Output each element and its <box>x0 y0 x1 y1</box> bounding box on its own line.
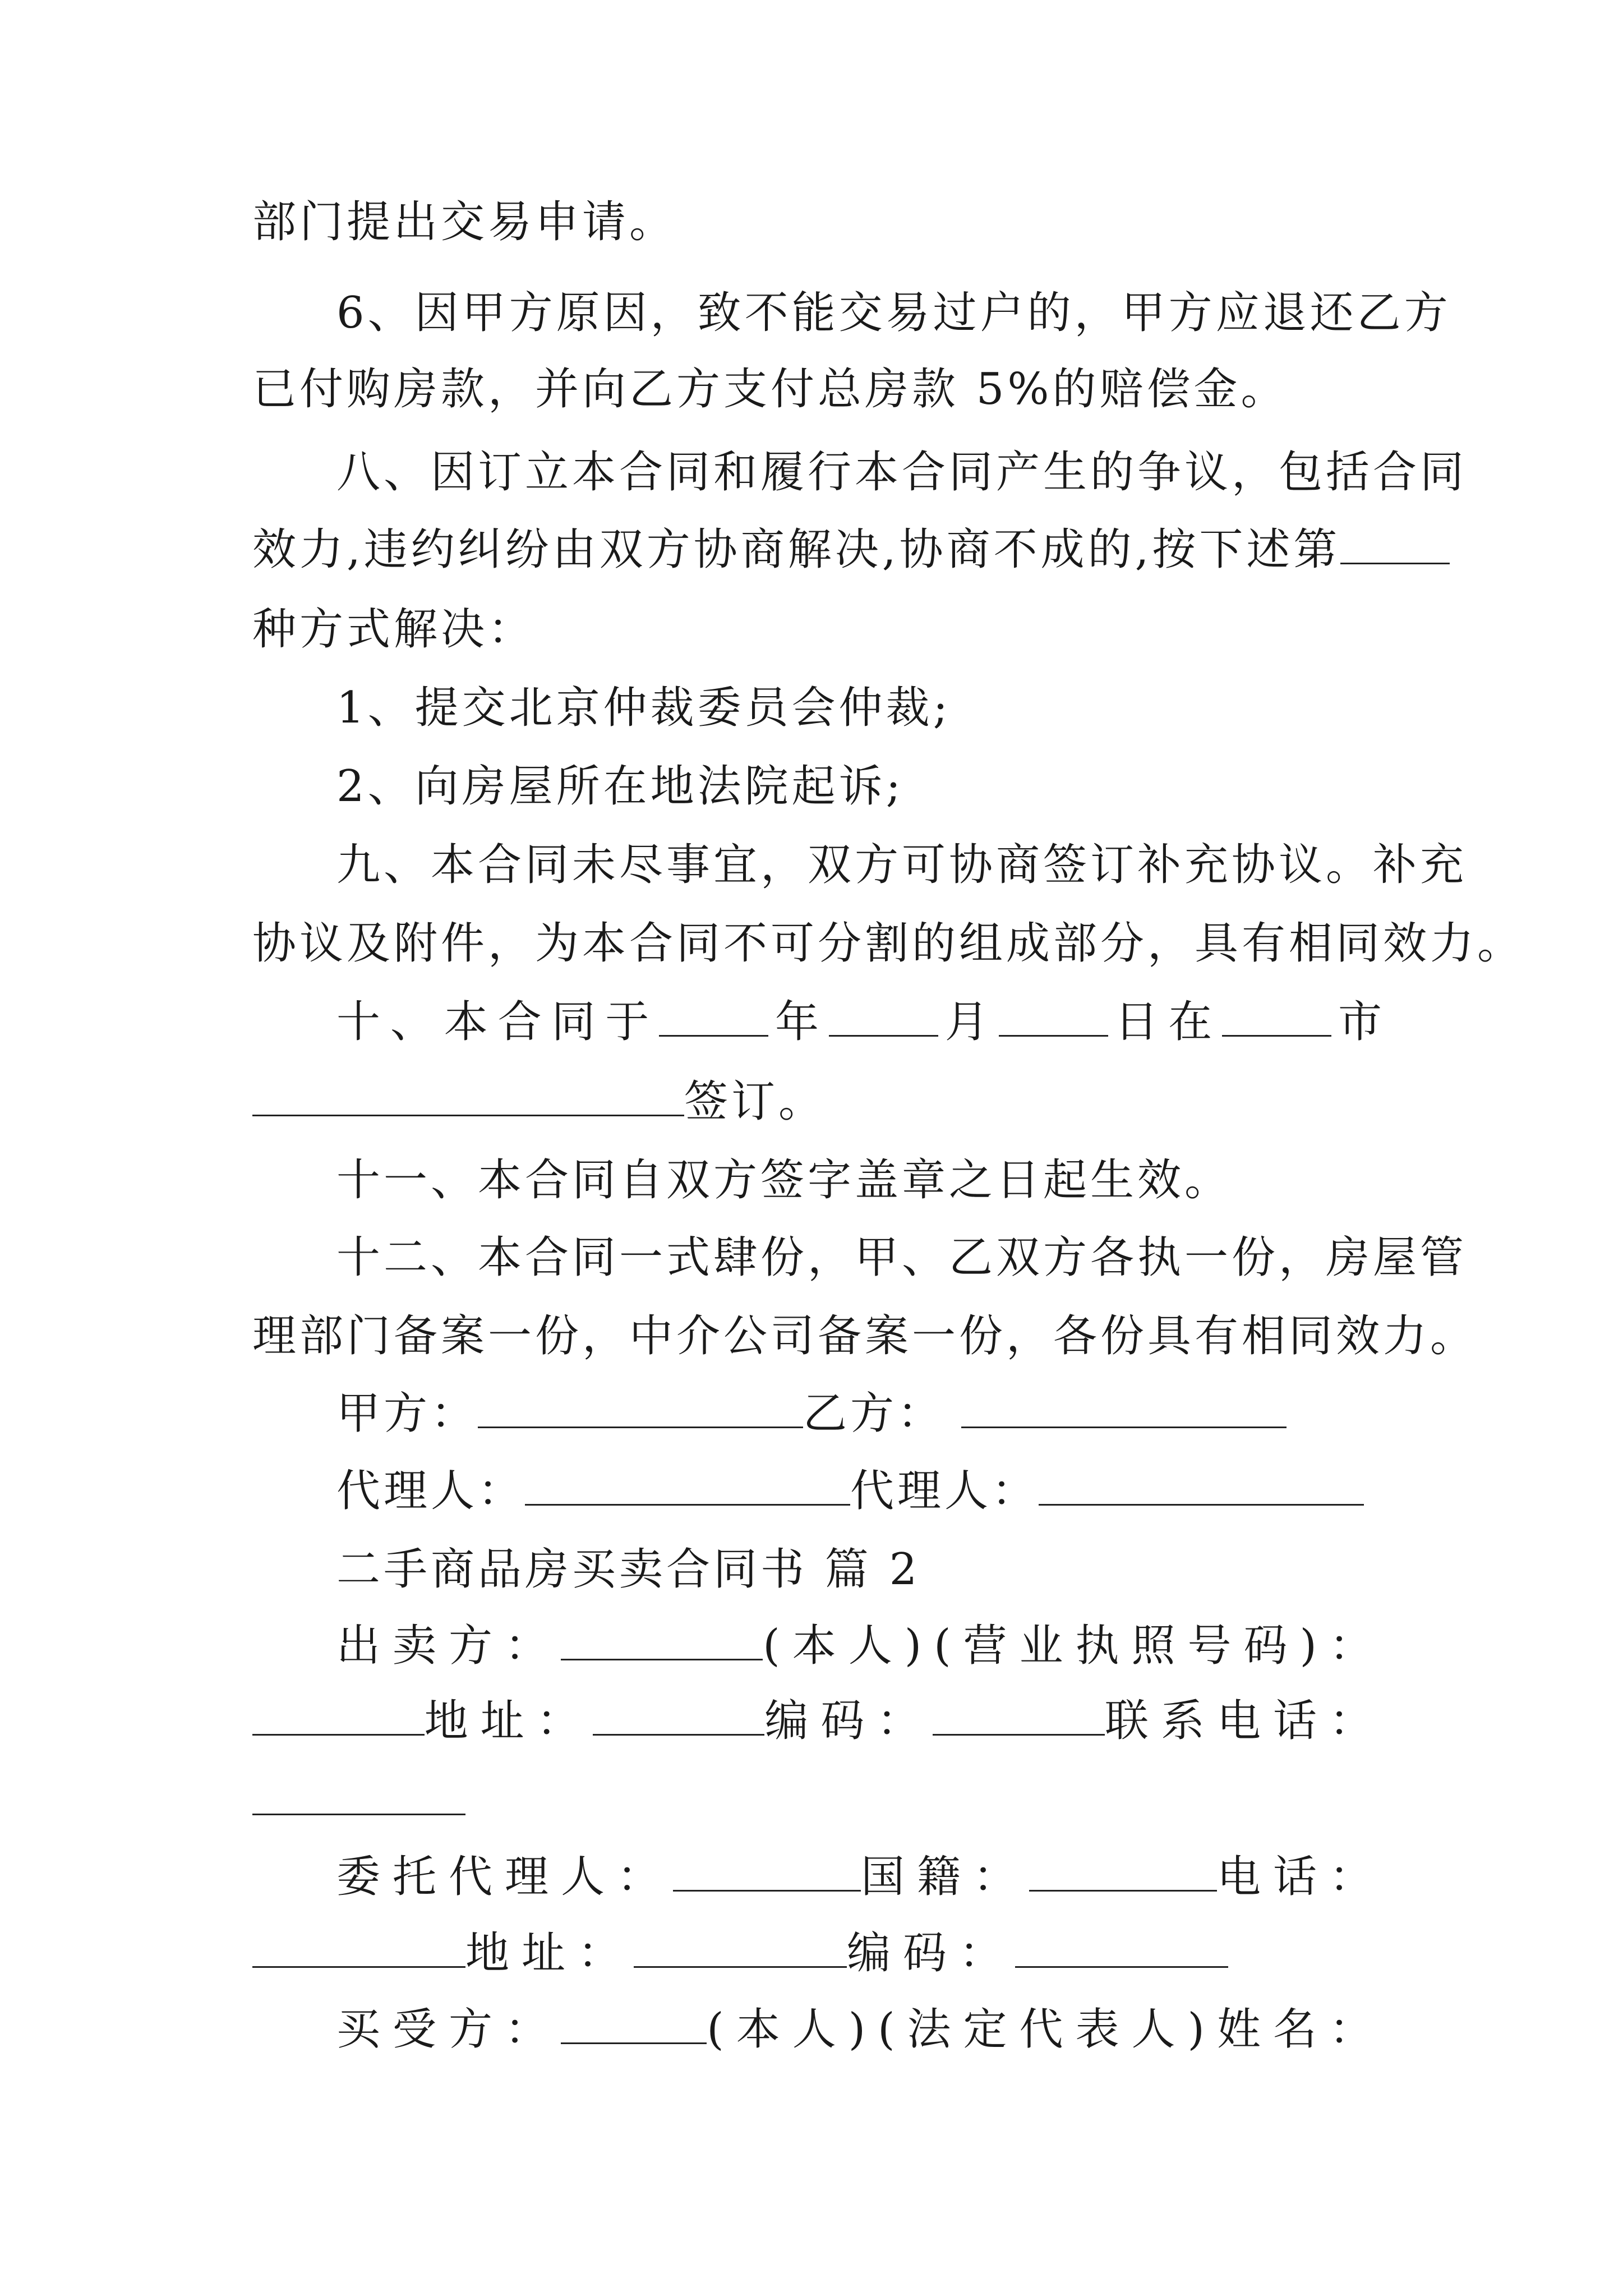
char-dun: 、 <box>390 997 437 1047</box>
char-yu: 于 <box>605 997 653 1047</box>
agent-a-label: 代理人： <box>336 1466 525 1516</box>
agent-address-blank <box>634 1927 847 1968</box>
agent-b-label: 代理人： <box>850 1466 1039 1516</box>
char-he: 合 <box>497 997 545 1047</box>
party-a-label: 甲方： <box>336 1388 478 1439</box>
seller-id-label: (本人)(营业执照号码)： <box>763 1621 1385 1671</box>
agent-a-blank <box>525 1465 850 1506</box>
paragraph-line: 部门提出交易申请。 <box>252 197 677 247</box>
option-1: 1、提交北京仲裁委员会仲裁; <box>336 683 951 733</box>
clause-8-line-1: 八、因订立本合同和履行本合同产生的争议，包括合同 <box>336 447 1468 498</box>
month-label: 月 <box>944 997 992 1047</box>
phone-label: 联系电话： <box>1105 1696 1386 1746</box>
nationality-label: 国籍： <box>860 1852 1029 1902</box>
signature-party-line <box>336 1386 1385 1442</box>
clause-8-text: 效力,违约纠纷由双方协商解决,协商不成的,按下述第 <box>252 524 1341 575</box>
clause-10-line-2 <box>252 1074 1385 1130</box>
buyer-id-label: (本人)(法定代表人)姓名： <box>707 2004 1385 2055</box>
day-label: 日 <box>1114 997 1162 1047</box>
buyer-line <box>336 2001 1385 2058</box>
signature-agent-line <box>336 1463 1385 1519</box>
agent-postcode-blank <box>1015 1927 1228 1968</box>
phone-blank <box>252 1774 465 1815</box>
party-b-blank <box>961 1387 1287 1428</box>
clause-9-line-1: 九、本合同未尽事宜，双方可协商签订补充协议。补充 <box>336 840 1468 890</box>
party-a-blank <box>478 1387 803 1428</box>
year-blank <box>659 996 768 1037</box>
option-2: 2、向房屋所在地法院起诉; <box>336 761 904 812</box>
city-label: 市 <box>1338 997 1385 1047</box>
nationality-blank <box>1029 1851 1217 1892</box>
seller-line <box>336 1618 1385 1674</box>
agent-phone-blank <box>252 1927 465 1968</box>
place-blank <box>252 1075 684 1116</box>
clause-9-line-2: 协议及附件，为本合同不可分割的组成部分，具有相同效力。 <box>252 918 1525 969</box>
city-blank <box>1222 996 1331 1037</box>
seller-label: 出卖方： <box>336 1621 561 1671</box>
seller-address-line <box>252 1693 1385 1749</box>
buyer-blank <box>561 2003 707 2044</box>
seller-blank <box>561 1619 763 1660</box>
clause-8-line-2 <box>252 522 1385 578</box>
address-blank <box>593 1695 765 1736</box>
agent-b-blank <box>1039 1465 1364 1506</box>
seller-phone-line <box>252 1773 1385 1829</box>
char-tong: 同 <box>551 997 599 1047</box>
postcode-blank <box>933 1695 1105 1736</box>
clause-12-line-1: 十二、本合同一式肆份，甲、乙双方各执一份，房屋管 <box>336 1232 1468 1283</box>
clause-6-line-1: 6、因甲方原因，致不能交易过户的，甲方应退还乙方 <box>336 288 1451 338</box>
agent-blank <box>673 1851 861 1892</box>
clause-10-line-1 <box>336 994 1385 1050</box>
method-number-blank <box>1340 523 1450 564</box>
agent-address-line <box>252 1925 1385 1981</box>
agent-postcode-label: 编码： <box>847 1928 1016 1978</box>
day-blank <box>999 996 1108 1037</box>
agent-label: 委托代理人： <box>336 1852 674 1902</box>
postcode-label: 编码： <box>764 1696 933 1746</box>
party-b-label: 乙方： <box>803 1388 945 1439</box>
clause-12-line-2: 理部门备案一份，中介公司备案一份，各份具有相同效力。 <box>252 1311 1478 1361</box>
at-label: 在 <box>1168 997 1216 1047</box>
agent-phone-label: 电话： <box>1216 1852 1385 1902</box>
char-shi: 十 <box>336 997 384 1047</box>
month-blank <box>829 996 938 1037</box>
buyer-label: 买受方： <box>336 2004 561 2055</box>
address-label: 地址： <box>424 1696 593 1746</box>
year-label: 年 <box>775 997 823 1047</box>
agent-line <box>336 1849 1385 1905</box>
agent-address-label: 地址： <box>465 1928 634 1978</box>
char-ben: 本 <box>444 997 491 1047</box>
section-heading: 二手商品房买卖合同书 篇 2 <box>336 1544 921 1595</box>
clause-8-line-3: 种方式解决： <box>252 604 536 655</box>
seller-id-blank <box>252 1695 425 1736</box>
clause-11: 十一、本合同自双方签字盖章之日起生效。 <box>336 1155 1232 1205</box>
signed-label: 签订。 <box>684 1076 826 1127</box>
clause-6-line-2: 已付购房款，并向乙方支付总房款 5%的赔偿金。 <box>252 364 1288 415</box>
